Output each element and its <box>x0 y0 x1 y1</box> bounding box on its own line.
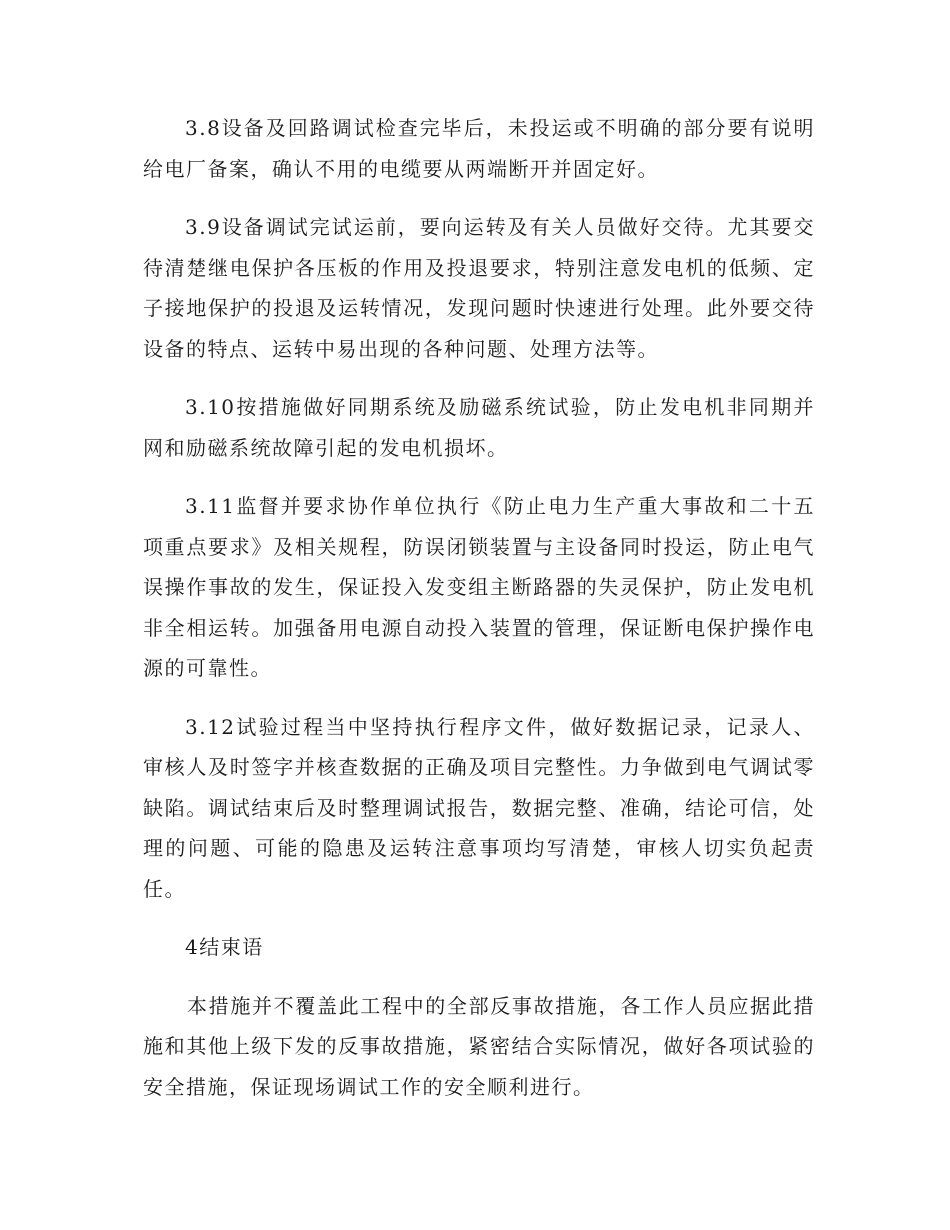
section-heading-conclusion: 4结束语 <box>185 935 264 959</box>
paragraph-3-10: 3.10按措施做好同期系统及励磁系统试验，防止发电机非同期并网和励磁系统故障引起的发电机损坏。 <box>143 395 815 460</box>
paragraph-3-11: 3.11监督并要求协作单位执行《防止电力生产重大事故和二十五项重点要求》及相关规程，防误闭锁装置与主设备同时投运，防止电气误操作事故的发生，保证投入发变组主断路器的失灵保护，防止发电机非全相运转。加强备用电源自动投入装置的管理，保证断电保护操作电源的可靠性。 <box>143 494 815 680</box>
document-body <box>143 108 815 1125</box>
paragraph-3-12: 3.12试验过程当中坚持执行程序文件，做好数据记录，记录人、审核人及时签字并核查数据的正确及项目完整性。力争做到电气调试零缺陷。调试结束后及时整理调试报告，数据完整、准确，结论可信，处理的问题、可能的隐患及运转注意事项均写清楚，审核人切实负起责任。 <box>143 714 815 901</box>
paragraph-3-9: 3.9设备调试完试运前，要向运转及有关人员做好交待。尤其要交待清楚继电保护各压板的作用及投退要求，特别注意发电机的低频、定子接地保护的投退及运转情况，发现问题时快速进行处理。此外要交待设备的特点、运转中易出现的各种问题、处理方法等。 <box>143 215 815 361</box>
paragraph-3-8: 3.8设备及回路调试检查完毕后，未投运或不明确的部分要有说明给电厂备案，确认不用的电缆要从两端断开并固定好。 <box>143 116 815 181</box>
paragraph-conclusion: 本措施并不覆盖此工程中的全部反事故措施，各工作人员应据此措施和其他上级下发的反事故措施，紧密结合实际情况，做好各项试验的安全措施，保证现场调试工作的安全顺利进行。 <box>143 993 815 1099</box>
